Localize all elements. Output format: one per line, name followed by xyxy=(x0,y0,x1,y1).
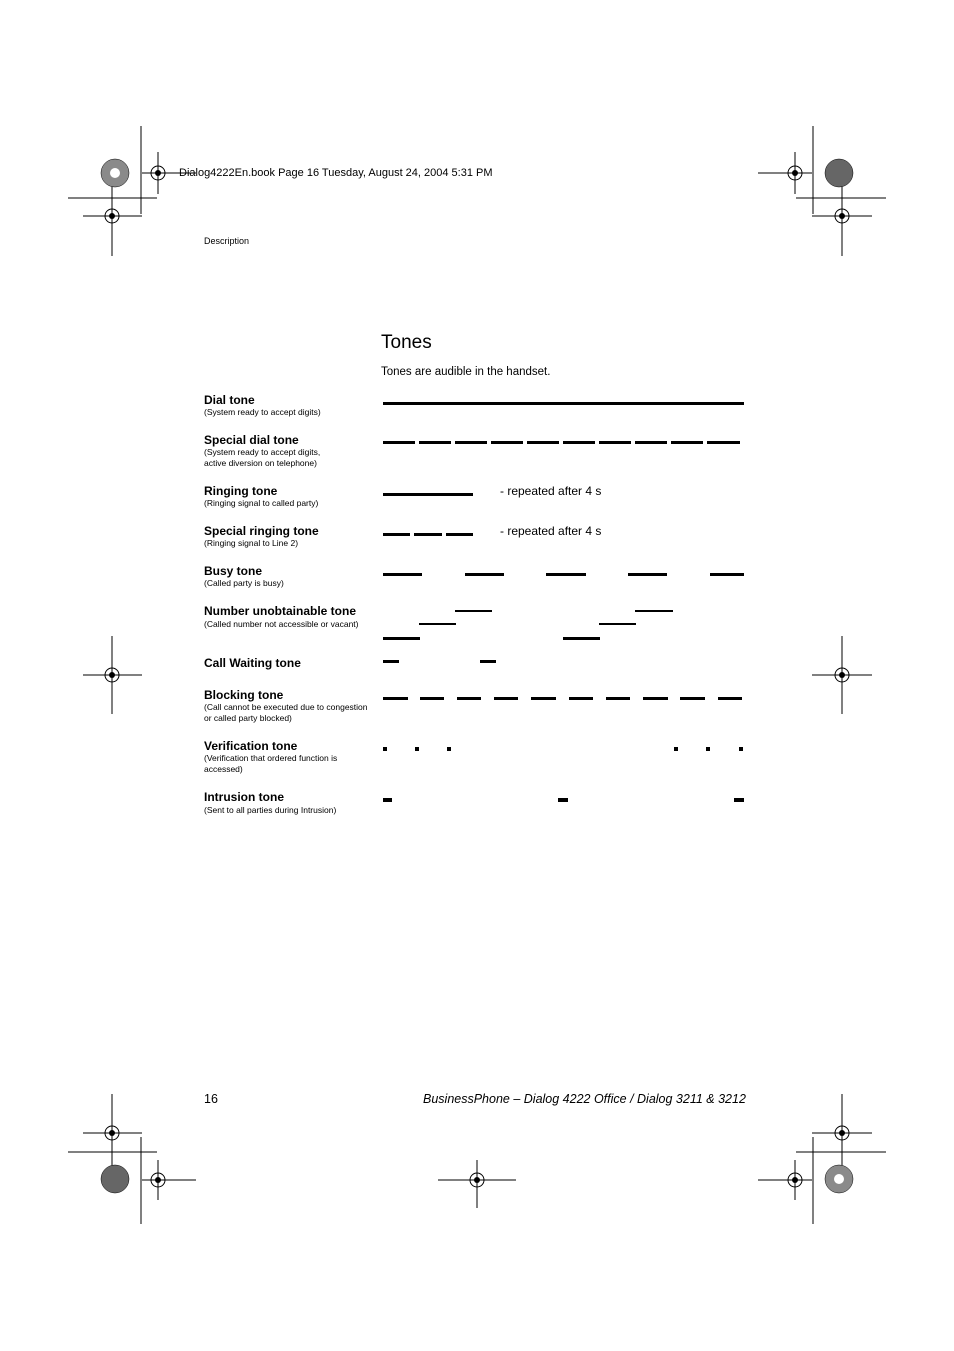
file-info-header: Dialog4222En.book Page 16 Tuesday, August 24, 2004 5:31 PM xyxy=(179,167,493,179)
intro-text: Tones are audible in the handset. xyxy=(381,366,551,378)
tone-name: Dial tone xyxy=(204,393,255,407)
tone-pulse xyxy=(383,493,473,496)
tone-pulse xyxy=(494,697,518,700)
tone-name: Special ringing tone xyxy=(204,524,319,538)
tone-pulse xyxy=(383,747,387,751)
tone-pulse xyxy=(563,441,595,444)
tone-pulse xyxy=(635,441,667,444)
tone-pulse xyxy=(739,747,743,751)
tone-pulse-low xyxy=(383,637,420,640)
tone-pulse xyxy=(671,441,703,444)
tone-pulse xyxy=(710,573,744,576)
tone-pulse xyxy=(383,660,399,663)
tone-pulse xyxy=(628,573,667,576)
tone-pulse xyxy=(447,747,451,751)
tone-pulse xyxy=(383,573,422,576)
tone-name: Busy tone xyxy=(204,564,263,578)
tone-pulse-mid xyxy=(599,623,636,625)
tone-pulse-high xyxy=(455,610,492,612)
tone-desc: (Ringing signal to called party) xyxy=(204,498,319,508)
tone-pulse xyxy=(383,798,392,802)
tone-name: Intrusion tone xyxy=(204,790,284,804)
tone-pulse-high xyxy=(635,610,673,612)
starburst-mark-icon xyxy=(101,159,853,1193)
tone-pulse xyxy=(419,441,451,444)
tone-name: Blocking tone xyxy=(204,688,284,702)
tone-name: Number unobtainable tone xyxy=(204,604,357,618)
tone-pulse xyxy=(707,441,740,444)
tone-pulse xyxy=(674,747,678,751)
tone-desc: (Ringing signal to Line 2) xyxy=(204,538,299,548)
tone-name: Verification tone xyxy=(204,739,298,753)
tone-pulse xyxy=(465,573,504,576)
tone-pulse xyxy=(415,747,419,751)
tone-desc: (Called party is busy) xyxy=(204,578,284,588)
tone-pulse xyxy=(527,441,559,444)
tone-desc: (System ready to accept digits) xyxy=(204,407,321,417)
tone-pulse xyxy=(491,441,523,444)
crosshair-target-icon xyxy=(83,152,872,1208)
tone-desc: (Call cannot be executed due to congestion xyxy=(204,702,368,712)
tone-name: Special dial tone xyxy=(204,433,299,447)
tone-pulse xyxy=(383,441,415,444)
tone-pulse xyxy=(457,697,481,700)
tone-desc: active diversion on telephone) xyxy=(204,458,317,468)
tone-pulse-mid xyxy=(419,623,456,625)
repeat-note: - repeated after 4 s xyxy=(500,484,602,498)
tone-pattern-bar xyxy=(383,402,744,405)
tone-pulse xyxy=(546,573,586,576)
tone-pulse xyxy=(606,697,630,700)
tone-pulse xyxy=(455,441,487,444)
tone-pulse xyxy=(558,798,568,802)
tone-pulse xyxy=(680,697,705,700)
tone-pulse xyxy=(718,697,742,700)
tone-pulse xyxy=(414,533,442,536)
tone-desc: (Called number not accessible or vacant) xyxy=(204,619,359,629)
tone-pulse xyxy=(480,660,496,663)
tone-desc: (Verification that ordered function is xyxy=(204,753,338,763)
tone-pulse-low xyxy=(563,637,600,640)
tone-desc: (Sent to all parties during Intrusion) xyxy=(204,805,337,815)
section-label: Description xyxy=(204,236,250,246)
tone-pulse xyxy=(706,747,710,751)
tone-pulse xyxy=(531,697,556,700)
tone-pulse xyxy=(599,441,631,444)
tone-desc: or called party blocked) xyxy=(204,713,292,723)
page-title: Tones xyxy=(381,332,432,353)
repeat-note: - repeated after 4 s xyxy=(500,524,602,538)
tone-pulse xyxy=(569,697,593,700)
page-number: 16 xyxy=(204,1092,218,1106)
tone-name: Ringing tone xyxy=(204,484,278,498)
tone-pulse xyxy=(734,798,744,802)
book-title-footer: BusinessPhone – Dialog 4222 Office / Dialog 3211 & 3212 xyxy=(423,1092,746,1106)
tone-pulse xyxy=(420,697,444,700)
tone-pulse xyxy=(383,533,410,536)
tone-desc: accessed) xyxy=(204,764,243,774)
tone-pulse xyxy=(446,533,473,536)
tone-desc: (System ready to accept digits, xyxy=(204,447,321,457)
tone-name: Call Waiting tone xyxy=(204,656,301,670)
tone-pulse xyxy=(643,697,668,700)
tone-pulse xyxy=(383,697,408,700)
